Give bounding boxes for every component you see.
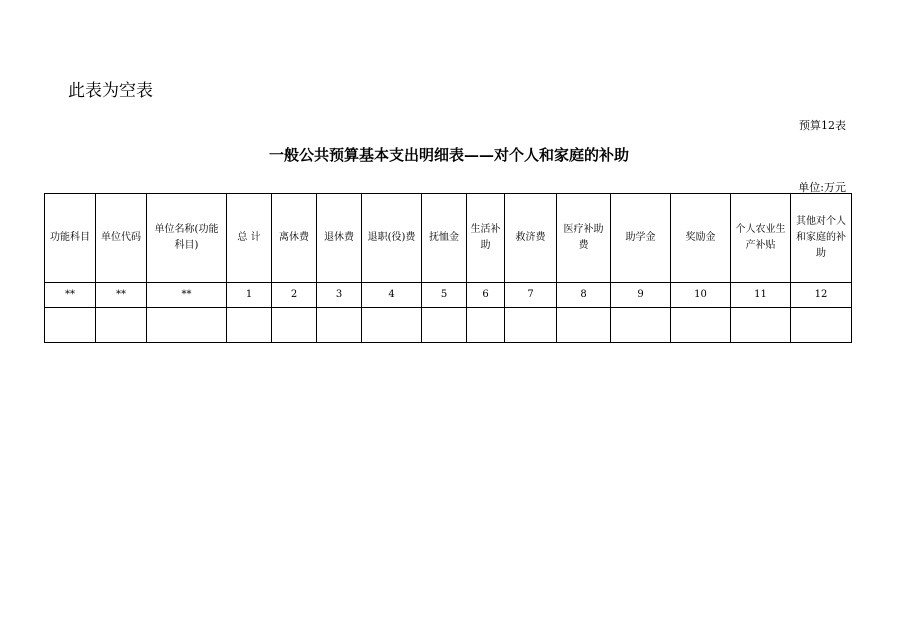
number-cell: 1: [227, 283, 272, 308]
number-cell: 10: [671, 283, 731, 308]
empty-cell: [362, 308, 422, 343]
header-cell: 奖励金: [671, 194, 731, 283]
header-cell: 单位名称(功能科目): [147, 194, 227, 283]
header-cell: 助学金: [611, 194, 671, 283]
empty-cell: [96, 308, 147, 343]
empty-data-row: [45, 308, 852, 343]
header-cell: 其他对个人和家庭的补助: [791, 194, 852, 283]
number-cell: 3: [317, 283, 362, 308]
empty-cell: [791, 308, 852, 343]
table-header-row: [45, 194, 852, 283]
number-cell: 12: [791, 283, 852, 308]
header-cell: 单位代码: [96, 194, 147, 283]
number-cell: 11: [731, 283, 791, 308]
header-cell: 医疗补助费: [557, 194, 611, 283]
empty-cell: [731, 308, 791, 343]
empty-cell: [505, 308, 557, 343]
empty-cell: [227, 308, 272, 343]
header-cell: 个人农业生产补贴: [731, 194, 791, 283]
header-cell: 总 计: [227, 194, 272, 283]
budget-detail-table: [44, 193, 852, 343]
empty-cell: [467, 308, 505, 343]
number-cell: 9: [611, 283, 671, 308]
number-cell: 8: [557, 283, 611, 308]
number-cell: 7: [505, 283, 557, 308]
number-cell: **: [45, 283, 96, 308]
table-number: 预算12表: [799, 119, 846, 132]
header-cell: 离休费: [272, 194, 317, 283]
header-cell: 生活补助: [467, 194, 505, 283]
header-cell: 退休费: [317, 194, 362, 283]
header-cell: 退职(役)费: [362, 194, 422, 283]
empty-cell: [317, 308, 362, 343]
header-cell: 功能科目: [45, 194, 96, 283]
number-cell: 5: [422, 283, 467, 308]
number-cell: 6: [467, 283, 505, 308]
page-title: 一般公共预算基本支出明细表——对个人和家庭的补助: [268, 146, 629, 164]
empty-cell: [272, 308, 317, 343]
header-cell: 抚恤金: [422, 194, 467, 283]
unit-label: 单位:万元: [798, 181, 846, 194]
number-cell: 2: [272, 283, 317, 308]
number-cell: **: [96, 283, 147, 308]
empty-cell: [45, 308, 96, 343]
empty-cell: [671, 308, 731, 343]
header-cell: 救济费: [505, 194, 557, 283]
number-cell: **: [147, 283, 227, 308]
empty-table-note: 此表为空表: [68, 81, 153, 101]
empty-cell: [422, 308, 467, 343]
column-number-row: [45, 283, 852, 308]
empty-cell: [611, 308, 671, 343]
empty-cell: [147, 308, 227, 343]
number-cell: 4: [362, 283, 422, 308]
empty-cell: [557, 308, 611, 343]
